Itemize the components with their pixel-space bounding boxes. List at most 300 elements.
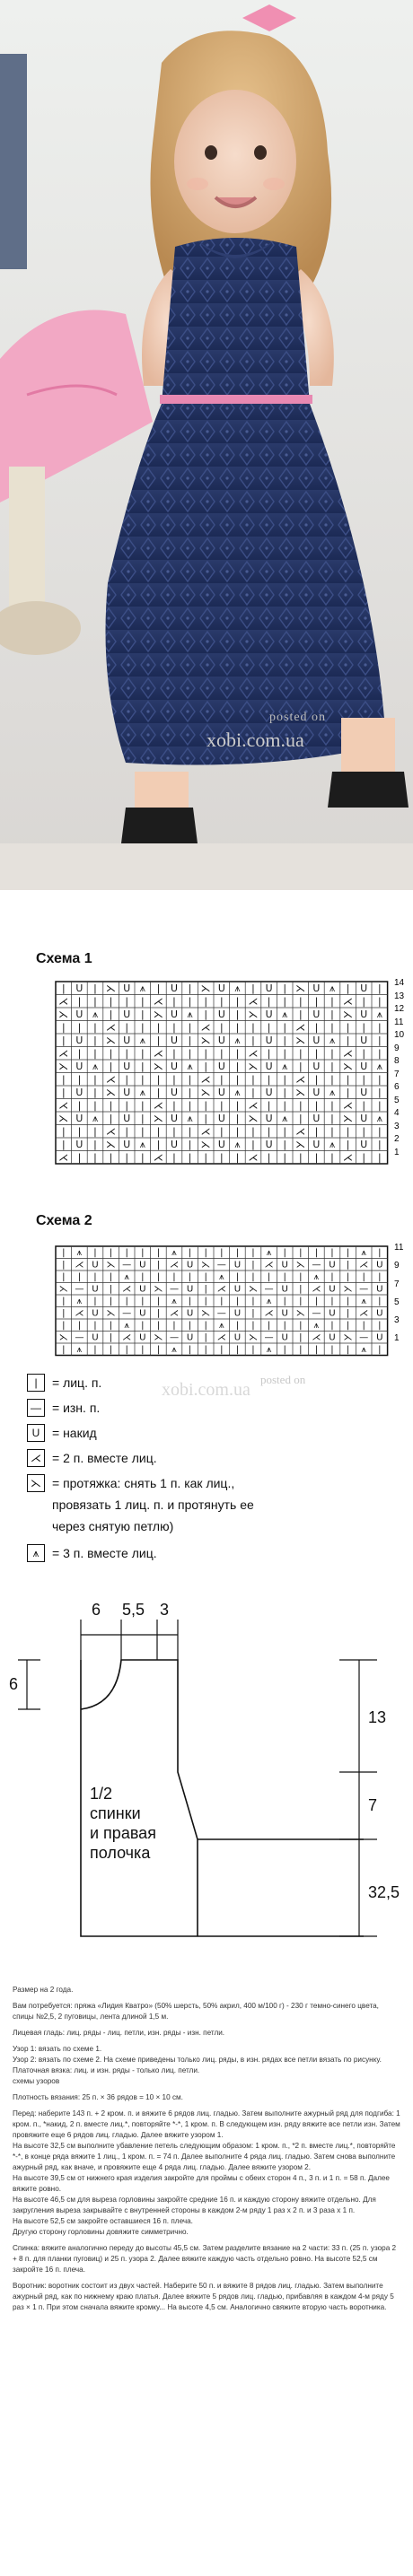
piece-label-4: полочка — [90, 1844, 151, 1862]
stitch-symbol: | — [235, 1073, 240, 1086]
stitch-symbol: ⋌ — [248, 1099, 259, 1112]
stitch-symbol: | — [346, 1125, 350, 1138]
stitch-symbol: ⋌ — [58, 995, 69, 1008]
stitch-symbol: | — [77, 1021, 82, 1034]
legend-row-ssk-cont2 — [52, 1516, 173, 1536]
stitch-symbol: | — [251, 1308, 255, 1319]
stitch-symbol: | — [283, 1297, 286, 1307]
stitch-symbol: | — [283, 1073, 287, 1086]
stitch-symbol: | — [346, 1308, 350, 1319]
stitch-symbol: | — [77, 1151, 82, 1164]
stitch-symbol: — — [359, 1332, 369, 1343]
stitch-symbol: U — [75, 982, 83, 994]
stitch-symbol: | — [314, 1151, 319, 1164]
stitch-symbol: — — [312, 1260, 321, 1271]
stitch-symbol: | — [204, 1321, 207, 1332]
stitch-symbol: ⋋ — [58, 1060, 69, 1072]
stitch-symbol: | — [283, 1125, 287, 1138]
stitch-symbol: | — [109, 1321, 113, 1332]
stitch-symbol: U — [265, 982, 273, 994]
stitch-symbol: U — [139, 1332, 146, 1343]
stitch-symbol: U — [281, 1332, 288, 1343]
stitch-symbol: | — [125, 1021, 129, 1034]
stitch-symbol: U — [329, 1284, 336, 1295]
stitch-symbol: | — [62, 1248, 66, 1259]
stitch-symbol: ⩚ — [124, 1272, 130, 1283]
legend-row-ssk-cont — [52, 1495, 254, 1515]
stitch-symbol: ⩚ — [139, 1138, 145, 1150]
stitch-symbol: | — [156, 1073, 161, 1086]
stitch-symbol: U — [171, 1138, 178, 1150]
stitch-symbol: U — [75, 1086, 83, 1098]
stitch-symbol: | — [188, 1321, 192, 1332]
stitch-symbol: | — [220, 1297, 224, 1307]
stitch-symbol: | — [251, 1248, 255, 1259]
stitch-symbol: | — [283, 995, 287, 1008]
stitch-symbol: | — [219, 1125, 224, 1138]
stitch-symbol: | — [109, 1151, 113, 1164]
legend-row-knit — [27, 1373, 101, 1393]
text-back: Спинка: вяжите аналогично переду до высоты 45,5 см. Затем разделите вязание на 2 части: 33 п. (25 п. узора 2 + 8 п. для планки пуговиц) и 25 п. узора 2. Далее вяжите каждую часть отдельно ровно. На высоте 52,5 см закройте 16 п. плеча. — [13, 2244, 397, 2274]
text-front: Перед: наберите 143 п. + 2 кром. п. и вяжите 6 рядов лиц. гладью. Затем выполните ажурный ряд для подгиба: 1 кром. п., *накид, 2 п. вместе лиц.*, повторяйте *-*, 1 кром. п. В следующем изн. ряду вяжите все петли изн. Затем провяжите еще 6 рядов лиц. гладью. Далее вяжите узором 1. — [13, 2109, 400, 2139]
schema-1-title: Схема 1 — [36, 951, 92, 966]
text-front-2: На высоте 32,5 см выполните убавление петель следующим образом: 1 кром. п., *2 п. вместе лиц.*, повторяйте *-*, в конце ряда вяжите 1 лиц., 1 кром. п. = 74 п. Далее выполните 4 ряда лиц. гладью. Затем снова выполните ажурный ряд, как вначе, и провяжите еще 4 ряда лиц. гладью. Далее вяжите узором 2. — [13, 2142, 396, 2171]
piece-label-1: 1/2 — [90, 1785, 113, 1803]
stitch-symbol: | — [362, 1321, 365, 1332]
row-number: 12 — [394, 1004, 405, 1014]
stitch-symbol: U — [139, 1284, 146, 1295]
stitch-symbol: | — [377, 1086, 382, 1098]
stitch-symbol: | — [62, 1260, 66, 1271]
stitch-symbol: | — [235, 1151, 240, 1164]
stitch-symbol: ⋋ — [295, 1086, 306, 1098]
stitch-symbol: | — [235, 1297, 240, 1307]
stitch-symbol: | — [140, 1008, 145, 1020]
schema-1-row-numbers — [392, 942, 412, 1193]
stitch-symbol: | — [314, 1125, 319, 1138]
stitch-symbol: | — [188, 1272, 192, 1283]
row-number: 3 — [394, 1121, 400, 1131]
piece-label-3: и правая — [90, 1824, 156, 1842]
text-front-6: Другую сторону горловины довяжите симметрично. — [13, 2228, 189, 2236]
stitch-symbol: | — [283, 1321, 286, 1332]
stitch-symbol: | — [378, 1345, 382, 1356]
photo-watermark-posted-on: posted on — [269, 711, 327, 724]
stitch-symbol: ⋌ — [248, 1047, 259, 1060]
stitch-symbol: | — [283, 1047, 287, 1060]
legend-watermark-posted-on: posted on — [260, 1373, 306, 1386]
stitch-symbol: | — [235, 1272, 240, 1283]
dress-photo-illustration — [0, 0, 413, 890]
row-number: 5 — [394, 1095, 400, 1105]
stitch-symbol: | — [188, 1345, 192, 1356]
stitch-symbol: ⩚ — [76, 1345, 83, 1356]
stitch-symbol: U — [123, 1138, 131, 1150]
stitch-symbol: | — [283, 1099, 287, 1112]
stitch-symbol: | — [346, 1260, 350, 1271]
stitch-symbol: U — [376, 1260, 383, 1271]
text-collar: Воротник: воротник состоит из двух частей. Наберите 50 п. и вяжите 8 рядов лиц. гладью. Затем выполните ажурный ряд, как по нижнему краю платья. Далее вяжите 5 рядов лиц. гладью, прибавляя в каждом 4-м ряду 5 раз × 1 п. При этом сначала вяжите кромку... На высоте 4,5 см. Аналогично свяжите вторую часть воротника. — [13, 2282, 394, 2311]
stitch-symbol: ⋌ — [216, 1284, 226, 1295]
stitch-symbol: | — [61, 982, 66, 994]
stitch-symbol: | — [204, 1047, 208, 1060]
stitch-symbol: | — [377, 995, 382, 1008]
instructions-text — [13, 1985, 400, 2318]
stitch-symbol: | — [330, 1248, 334, 1259]
legend-text: = лиц. п. — [52, 1375, 102, 1390]
stitch-symbol: | — [235, 995, 240, 1008]
stitch-symbol: ⩚ — [187, 1060, 193, 1072]
stitch-symbol: | — [298, 1099, 303, 1112]
stitch-symbol: ⋋ — [154, 1284, 163, 1295]
stitch-symbol: ⋋ — [201, 1308, 211, 1319]
stitch-symbol: | — [188, 1297, 192, 1307]
stitch-symbol: ⋌ — [295, 1021, 306, 1034]
stitch-symbol: | — [156, 1086, 161, 1098]
legend-text: = изн. п. — [52, 1401, 101, 1415]
stitch-symbol: | — [251, 1125, 255, 1138]
stitch-symbol: | — [378, 1272, 382, 1283]
stitch-symbol: U — [186, 1284, 194, 1295]
stitch-symbol: | — [125, 1345, 128, 1356]
stitch-symbol: | — [188, 1151, 192, 1164]
purl-stitch-icon: — — [27, 1399, 45, 1417]
stitch-symbol: | — [267, 1151, 271, 1164]
stitch-symbol: | — [298, 1008, 303, 1020]
stitch-symbol: | — [251, 1021, 255, 1034]
stitch-symbol: | — [93, 1073, 97, 1086]
stitch-symbol: | — [267, 1125, 271, 1138]
stitch-symbol: | — [204, 1008, 208, 1020]
legend-watermark-site: xobi.com.ua — [162, 1380, 250, 1400]
stitch-symbol: | — [377, 1073, 382, 1086]
stitch-symbol: | — [267, 1073, 271, 1086]
text-front-5: На высоте 52,5 см закройте оставшиеся 16 п. плеча. — [13, 2217, 193, 2225]
stitch-symbol: | — [299, 1332, 303, 1343]
stitch-symbol: ⩚ — [266, 1297, 272, 1307]
stitch-symbol: | — [283, 1272, 286, 1283]
stitch-symbol: ⋌ — [264, 1308, 274, 1319]
stitch-symbol: | — [93, 1021, 97, 1034]
stitch-symbol: U — [139, 1308, 146, 1319]
stitch-symbol: | — [125, 1099, 129, 1112]
stitch-symbol: U — [92, 1332, 99, 1343]
stitch-symbol: | — [109, 1060, 113, 1072]
stitch-symbol: — — [216, 1260, 226, 1271]
row-number: 11 — [394, 1243, 404, 1253]
stitch-symbol: | — [204, 1060, 208, 1072]
stitch-symbol: | — [204, 1332, 207, 1343]
stitch-symbol: | — [235, 1125, 240, 1138]
stitch-symbol: | — [283, 1151, 287, 1164]
stitch-symbol: | — [330, 1047, 334, 1060]
stitch-symbol: | — [109, 995, 113, 1008]
stitch-symbol: — — [264, 1332, 274, 1343]
stitch-symbol: | — [77, 995, 82, 1008]
stitch-symbol: ⋋ — [343, 1332, 353, 1343]
stitch-symbol: | — [172, 1099, 176, 1112]
stitch-symbol: | — [330, 1073, 334, 1086]
stitch-symbol: | — [109, 1099, 113, 1112]
stitch-symbol: | — [346, 1345, 350, 1356]
stitch-symbol: U — [171, 1008, 178, 1020]
stitch-symbol: | — [235, 1021, 240, 1034]
stitch-symbol: | — [283, 982, 287, 994]
stitch-symbol: | — [140, 1112, 145, 1124]
stitch-symbol: | — [156, 1260, 161, 1271]
stitch-symbol: | — [235, 1099, 240, 1112]
stitch-symbol: | — [204, 1099, 208, 1112]
stitch-symbol: | — [377, 1099, 382, 1112]
stitch-symbol: ⋌ — [122, 1332, 132, 1343]
text-garter: Платочная вязка: лиц. и изн. ряды - только лиц. петли. — [13, 2066, 200, 2074]
stitch-symbol: | — [330, 1345, 334, 1356]
stitch-symbol: | — [77, 1125, 82, 1138]
stitch-symbol: | — [362, 1272, 365, 1283]
stitch-symbol: — — [359, 1284, 369, 1295]
stitch-symbol: | — [77, 1272, 82, 1283]
stitch-symbol: U — [312, 1008, 321, 1020]
stitch-symbol: | — [346, 982, 350, 994]
stitch-symbol: | — [188, 1248, 192, 1259]
stitch-symbol: | — [346, 1034, 350, 1046]
stitch-symbol: | — [219, 1047, 224, 1060]
stitch-symbol: ⩚ — [234, 1138, 241, 1150]
dim-top-1: 6 — [92, 1601, 101, 1619]
stitch-symbol: | — [314, 1021, 319, 1034]
stitch-symbol: ⋋ — [200, 1138, 211, 1150]
stitch-symbol: | — [109, 1345, 113, 1356]
stitch-symbol: | — [219, 1021, 224, 1034]
stitch-symbol: | — [93, 995, 97, 1008]
stitch-symbol: — — [312, 1308, 321, 1319]
stitch-symbol: | — [204, 1272, 207, 1283]
stitch-symbol: ⋋ — [200, 1086, 211, 1098]
stitch-symbol: ⋌ — [312, 1284, 321, 1295]
stitch-symbol: | — [93, 1272, 97, 1283]
stitch-symbol: U — [265, 1008, 273, 1020]
stitch-symbol: | — [299, 1345, 303, 1356]
stitch-symbol: | — [299, 1297, 303, 1307]
stitch-symbol: | — [251, 1297, 255, 1307]
stitch-symbol: | — [283, 1034, 287, 1046]
stitch-symbol: | — [330, 1060, 334, 1072]
stitch-symbol: ⩚ — [76, 1297, 83, 1307]
text-stockinette: Лицевая гладь: лиц. ряды - лиц. петли, изн. ряды - изн. петли. — [13, 2029, 225, 2037]
stitch-symbol: ⩚ — [218, 1272, 224, 1283]
stitch-symbol: | — [188, 1021, 192, 1034]
schema-2-grid — [56, 1246, 388, 1356]
stitch-symbol: | — [188, 995, 192, 1008]
stitch-symbol: | — [330, 1021, 334, 1034]
stitch-symbol: | — [235, 1248, 240, 1259]
legend-text: = протяжка: снять 1 п. как лиц., — [52, 1476, 235, 1490]
stitch-symbol: | — [330, 1112, 334, 1124]
stitch-symbol: U — [217, 1034, 225, 1046]
stitch-symbol: — — [122, 1260, 132, 1271]
stitch-symbol: | — [156, 1248, 161, 1259]
row-number: 9 — [394, 1261, 400, 1271]
stitch-symbol: — — [75, 1332, 84, 1343]
stitch-symbol: ⋋ — [106, 1138, 117, 1150]
stitch-symbol: ⋌ — [359, 1308, 369, 1319]
stitch-symbol: U — [217, 1138, 225, 1150]
stitch-symbol: ⩚ — [187, 1008, 193, 1020]
stitch-symbol: | — [219, 995, 224, 1008]
stitch-symbol: ⋌ — [169, 1308, 180, 1319]
text-front-4: На высоте 46,5 см для выреза горловины закройте средние 16 п. и каждую сторону вяжите отдельно. Для закругления выреза закрывайте с внутренней стороны в каждом 2-м ряду 1 раз х 2 п. и 3 раза х 1 п. — [13, 2196, 376, 2214]
stitch-symbol: U — [75, 1138, 83, 1150]
stitch-symbol: U — [312, 982, 321, 994]
stitch-symbol: ⋋ — [154, 1332, 163, 1343]
stitch-symbol: | — [141, 1248, 145, 1259]
stitch-symbol: U — [75, 1034, 83, 1046]
stitch-symbol: | — [377, 1047, 382, 1060]
stitch-symbol: | — [140, 995, 145, 1008]
stitch-symbol: | — [314, 1248, 319, 1259]
stitch-symbol: | — [61, 1125, 66, 1138]
stitch-symbol: U — [360, 1034, 368, 1046]
stitch-symbol: ⋋ — [106, 1034, 117, 1046]
stitch-symbol: U — [360, 1086, 368, 1098]
stitch-symbol: ⋌ — [75, 1260, 84, 1271]
stitch-symbol: | — [362, 1151, 366, 1164]
stitch-symbol: ⋌ — [359, 1260, 369, 1271]
stitch-symbol: | — [109, 1332, 113, 1343]
stitch-symbol: | — [330, 995, 334, 1008]
stitch-symbol: ⋋ — [343, 1112, 354, 1124]
stitch-symbol: ⋋ — [295, 982, 306, 994]
stitch-symbol: ⋌ — [153, 1047, 163, 1060]
stitch-symbol: | — [330, 1297, 334, 1307]
stitch-symbol: U — [360, 1060, 368, 1072]
stitch-symbol: | — [93, 1151, 97, 1164]
stitch-symbol: | — [62, 1345, 66, 1356]
stitch-symbol: U — [360, 1008, 368, 1020]
stitch-symbol: | — [109, 1284, 113, 1295]
stitch-symbol: | — [377, 1151, 382, 1164]
stitch-symbol: | — [141, 1297, 145, 1307]
stitch-symbol: | — [77, 1099, 82, 1112]
stitch-symbol: | — [346, 1138, 350, 1150]
stitch-symbol: U — [312, 1060, 321, 1072]
legend-row-k3tog — [27, 1543, 157, 1563]
legend-row-k2tog — [27, 1448, 157, 1468]
stitch-symbol: | — [251, 1138, 255, 1150]
stitch-symbol: ⩚ — [376, 1112, 382, 1124]
stitch-symbol: U — [233, 1332, 242, 1343]
stitch-symbol: U — [217, 1060, 225, 1072]
stitch-symbol: | — [330, 1008, 334, 1020]
stitch-symbol: ⋌ — [122, 1284, 132, 1295]
stitch-symbol: | — [172, 1047, 176, 1060]
stitch-symbol: | — [204, 1297, 207, 1307]
text-materials: Вам потребуется: пряжа «Лидия Кватро» (50% шерсть, 50% акрил, 400 м/100 г) - 230 г темно-синего цвета, спицы №2,5, 2 пуговицы, лента длиной 1,5 м. — [13, 2002, 379, 2021]
stitch-symbol: U — [186, 1332, 194, 1343]
stitch-symbol: | — [251, 1073, 255, 1086]
photo-watermark-site: xobi.com.ua — [206, 729, 304, 751]
stitch-symbol: | — [172, 1151, 176, 1164]
stitch-symbol: | — [377, 1125, 382, 1138]
stitch-symbol: | — [330, 1125, 334, 1138]
stitch-symbol: | — [267, 1321, 271, 1332]
stitch-symbol: | — [377, 1034, 382, 1046]
text-pattern1: Узор 1: вязать по схеме 1. — [13, 2045, 102, 2053]
stitch-symbol: U — [171, 1086, 178, 1098]
stitch-symbol: | — [299, 1272, 303, 1283]
stitch-symbol: ⋋ — [248, 1112, 259, 1124]
legend-row-yarnover — [27, 1423, 97, 1443]
stitch-symbol: ⩚ — [171, 1297, 177, 1307]
yarn-over-icon: U — [27, 1424, 45, 1442]
stitch-symbol: | — [61, 1086, 66, 1098]
stitch-symbol: | — [362, 1073, 366, 1086]
stitch-symbol: U — [376, 1308, 383, 1319]
stitch-symbol: — — [122, 1308, 132, 1319]
stitch-symbol: — — [216, 1308, 226, 1319]
stitch-symbol: — — [169, 1332, 180, 1343]
stitch-symbol: | — [267, 1021, 271, 1034]
stitch-symbol: | — [156, 1125, 161, 1138]
stitch-symbol: ⋋ — [343, 1060, 354, 1072]
stitch-symbol: | — [188, 1086, 192, 1098]
stitch-symbol: U — [123, 1008, 131, 1020]
stitch-symbol: U — [360, 1112, 368, 1124]
stitch-symbol: | — [314, 1345, 319, 1356]
stitch-symbol: U — [171, 1060, 178, 1072]
legend-text: = накид — [52, 1426, 97, 1440]
stitch-symbol: | — [77, 1047, 82, 1060]
row-number: 9 — [394, 1043, 400, 1053]
stitch-symbol: ⋌ — [264, 1260, 274, 1271]
row-number: 14 — [394, 978, 405, 988]
stitch-symbol: ⩚ — [376, 1008, 382, 1020]
stitch-symbol: | — [93, 1047, 97, 1060]
stitch-symbol: — — [75, 1284, 84, 1295]
stitch-symbol: | — [156, 1021, 161, 1034]
text-front-3: На высоте 39,5 см от нижнего края изделия закройте для проймы с обеих сторон 4 п., 3 п. и 1 п. = 58 п. Далее вяжите ровно. — [13, 2174, 390, 2193]
stitch-symbol: ⩚ — [76, 1248, 83, 1259]
row-number: 13 — [394, 991, 405, 1001]
stitch-symbol: U — [281, 1260, 288, 1271]
stitch-symbol: ⩚ — [92, 1060, 99, 1072]
stitch-symbol: | — [172, 1321, 176, 1332]
stitch-symbol: | — [93, 1138, 97, 1150]
schema-1-grid — [56, 982, 388, 1164]
stitch-symbol: ⋌ — [248, 1151, 259, 1164]
stitch-symbol: ⋋ — [153, 1112, 163, 1124]
stitch-symbol: ⩚ — [92, 1008, 99, 1020]
stitch-symbol: | — [377, 982, 382, 994]
stitch-symbol: ⩚ — [361, 1345, 367, 1356]
stitch-symbol: | — [141, 1272, 145, 1283]
stitch-symbol: | — [93, 1321, 97, 1332]
text-schemes: схемы узоров — [13, 2077, 60, 2085]
stitch-symbol: | — [346, 1073, 350, 1086]
stitch-symbol: U — [92, 1284, 99, 1295]
stitch-symbol: ⋌ — [295, 1125, 306, 1138]
stitch-symbol: | — [61, 1034, 66, 1046]
stitch-symbol: U — [265, 1138, 273, 1150]
stitch-symbol: U — [217, 1086, 225, 1098]
stitch-symbol: U — [265, 1060, 273, 1072]
stitch-symbol: ⩚ — [329, 982, 336, 994]
stitch-symbol: | — [125, 995, 129, 1008]
stitch-symbol: ⋋ — [58, 1284, 68, 1295]
stitch-symbol: | — [156, 982, 161, 994]
stitch-symbol: | — [188, 982, 192, 994]
stitch-symbol: U — [75, 1112, 83, 1124]
